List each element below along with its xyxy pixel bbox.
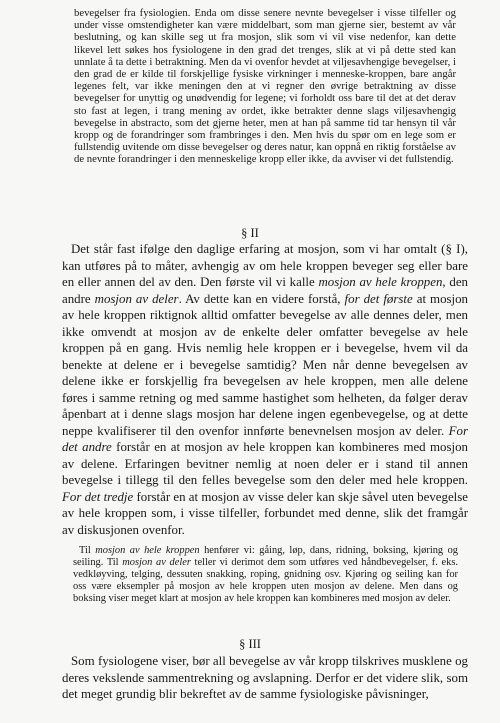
paragraph-intro-text: bevegelser fra fysiologien. Enda om disse senere nevnte bevegelser i visse tilfeller og under visse omstendigheter kan være middelbart, som man gjerne sier, bestemt av vår beslutning, og kan skille seg ut fra mosjon, slik som vi vil vise nedenfor, kan dette likevel lett søkes hos fysiologene in den grad det trenges, slik at vi på dette sted kan unnlate å ta dette i betraktning. Men da vi ovenfor hevdet at viljesavhengige bevegelser, i den grad de er kilde til forskjellige fysiske virkninger i menneske-kroppen, bare angår legenes felt, var ikke meningen den at vi regner den øvrige betraktning av disse bevegelser for unyttig og unødvendig for legene; vi forholdt oss bare til det at det derav sto fast at legen, i trang mening av ordet, ikke betrakter denne slags viljesavhengig bevegelse in abstracto, som det gjerne heter, men at han på samme tid tar hensyn til vår kropp og de forandringer som frambringes i den. Men hvis du spør om en lege som er fullstendig uvitende om disse bevegelser og deres natur, kan oppnå en riktig forståelse av de nevnte forandringer i den menneskelige kropp eller ikke, da avviser vi det fullstendig.	[74, 7, 456, 166]
paragraph-section-3	[62, 653, 468, 703]
note-text-1: Til	[79, 545, 96, 556]
note-italic-1: mosjon av hele kroppen	[95, 545, 200, 556]
p2-italic-3: for det første	[344, 291, 413, 306]
p2-text-3: . Av dette kan en videre forstå,	[178, 291, 345, 306]
section-heading-2: § II	[241, 226, 259, 240]
note-italic-2: mosjon av deler	[122, 557, 191, 569]
p2-text-6: forstår en at mosjon av visse deler kan skje såvel uten bevegelse av hele kroppen som, i visse tilfeller, forbundet med denne, slik det framgår av diskusjonen ovenfor.	[62, 489, 468, 537]
paragraph-section-3-text: Som fysiologene viser, bør all bevegelse av vår kropp tilskrives musklene og deres vekslende sammentrekning og avslapning. Derfor er det videre slik, som det meget grundig blir bekreftet av de samme fysiologiske påvisninger,	[62, 654, 468, 701]
paragraph-intro	[74, 7, 456, 166]
note-text-3: teller vi derimot dem som utføres ved håndbevegelser, f. eks. vedkløyving, telging, dessuten snakking, roping, gnidning osv. Kjøring og seiling kan for oss være eksempler på mosjon av hele kroppen uten mosjon av delene. Men dans og boksing viser meget klart at mosjon av hele kroppen kan kombineres med mosjon av deler.	[73, 557, 458, 605]
p2-text-1: Det står fast ifølge den daglige erfaring at mosjon, som vi har omtalt (§ I), kan utføres på to måter, avhengig av om hele kroppen beveger seg eller bare en eller annen del av den. Den første vil vi kalle	[62, 242, 468, 289]
p2-italic-2: mosjon av deler	[94, 291, 179, 306]
p2-text-5: forstår en at mosjon av hele kroppen kan kombineres med mosjon av delene. Erfaringen bevitner nemlig at noen deler er i stand til annen bevegelse i tillegg til den felles bevegelse som den deler med hele kroppen.	[62, 440, 468, 487]
note-paragraph	[73, 545, 458, 605]
p2-text-2: , den andre	[62, 275, 469, 306]
paragraph-section-2	[62, 241, 468, 538]
note-text-2: henfører vi: gåing, løp, dans, ridning, boksing, kjøring og seiling. Til	[73, 545, 458, 569]
p2-italic-5: For det tredje	[62, 489, 134, 504]
p2-italic-1: mosjon av hele kroppen	[318, 275, 443, 289]
section-heading-3: § III	[239, 637, 261, 651]
p2-text-4: at mosjon av hele kroppen riktignok alltid omfatter bevegelse av alle dennes deler, men ikke omvendt at mosjon av de enkelte deler omfatter bevegelse av hele kroppen på en gang. Hvis nemlig hele kroppen er i bevegelse, hvem vil da benekte at delene er i bevegelse samtidig? Men når denne bevegelsen av delene ikke er forskjellig fra bevegelsen av hele kroppen, men alle delene føres i samme retning og med samme hastighet som helheten, da følger derav åpenbart at i denne slags mosjon har delene ingen egenbevegelse, og at dette neppe kvalifiserer til den ovenfor innførte benevnelsen mosjon av deler.	[62, 291, 468, 438]
p2-italic-4: For det andre	[62, 423, 468, 454]
